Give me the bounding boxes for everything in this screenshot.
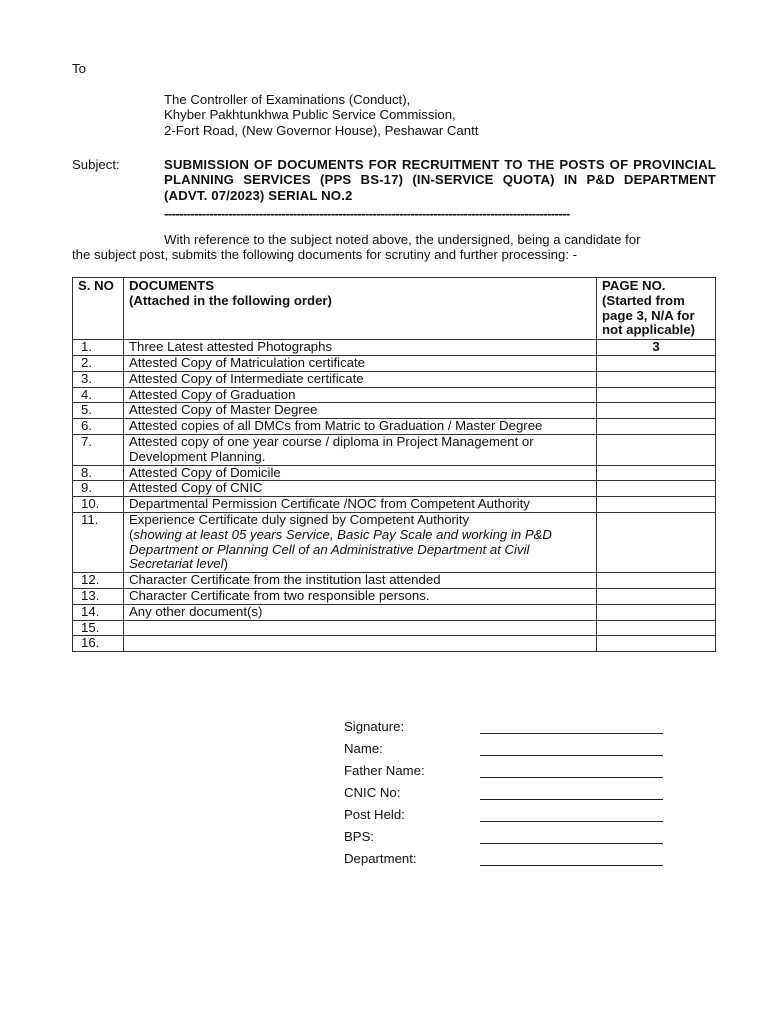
row-document: Attested Copy of CNIC [124,481,597,497]
row-page-field[interactable] [597,512,716,572]
row-number: 4. [73,387,124,403]
cnic-label: CNIC No: [344,785,401,800]
row-number: 3. [73,371,124,387]
table-row [73,465,716,481]
row-page-field[interactable] [597,419,716,435]
row-number: 10. [73,497,124,513]
header-documents-title: DOCUMENTS [129,278,214,293]
row-document[interactable] [124,636,597,652]
name-field[interactable] [480,741,663,756]
row-page-field[interactable] [597,620,716,636]
row-page-field[interactable] [597,387,716,403]
post-held-row [344,800,663,822]
signature-field[interactable] [480,719,663,734]
address-line: 2-Fort Road, (New Governor House), Peshawar Cantt [164,122,479,138]
bps-row [344,822,663,844]
bps-label: BPS: [344,829,375,844]
row-document: Attested Copy of Graduation [124,387,597,403]
row-document: Attested copies of all DMCs from Matric to Graduation / Master Degree [124,419,597,435]
table-row [73,512,716,572]
salutation: To [72,61,86,76]
row-number: 1. [73,340,124,356]
table-row [73,604,716,620]
table-row [73,434,716,465]
name-row [344,734,663,756]
row-document: Attested Copy of Master Degree [124,403,597,419]
row-page-field[interactable] [597,371,716,387]
table-row [73,588,716,604]
row-document: Any other document(s) [124,604,597,620]
header-page-line: (Started from [602,292,685,308]
row-document: Attested Copy of Intermediate certificate [124,371,597,387]
father-name-label: Father Name: [344,763,425,778]
header-documents-subtitle: (Attached in the following order) [129,292,332,308]
row-page-field[interactable] [597,588,716,604]
dashed-divider: ----------------------------------------------------------------------------------------------------------- [164,206,570,221]
row-document-text: Experience Certificate duly signed by Competent Authority [129,511,470,527]
address-line: Khyber Pakhtunkhwa Public Service Commission, [164,107,456,123]
row-number: 7. [73,434,124,465]
table-row [73,573,716,589]
signature-label: Signature: [344,719,405,734]
table-row [73,620,716,636]
row-document: Character Certificate from the institution last attended [124,573,597,589]
header-page-no [597,278,716,340]
department-label: Department: [344,851,417,866]
table-row [73,497,716,513]
header-page-line: PAGE NO. [602,278,666,293]
table-row [73,387,716,403]
reference-line: the subject post, submits the following documents for scrutiny and further processing: - [72,246,578,262]
row-number: 2. [73,355,124,371]
address-line: The Controller of Examinations (Conduct), [164,92,411,107]
documents-table [72,277,716,652]
table-header-row [73,278,716,340]
row-number: 6. [73,419,124,435]
table-row [73,419,716,435]
row-number: 8. [73,465,124,481]
header-page-line: page 3, N/A for [602,307,695,323]
table-row [73,636,716,652]
row-page-field[interactable] [597,403,716,419]
row-page-field[interactable] [597,573,716,589]
row-page-field[interactable] [597,434,716,465]
row-document: Attested Copy of Matriculation certificate [124,355,597,371]
signature-row [344,712,663,734]
header-documents [124,278,597,340]
post-held-field[interactable] [480,807,663,822]
row-document: Departmental Permission Certificate /NOC from Competent Authority [124,497,597,513]
row-number: 9. [73,481,124,497]
row-document-italic-note: showing at least 05 years Service, Basic Pay Scale and working in P&D Department or Planning Cell of an Administrative Department at Civil Secretariat level [129,526,552,572]
father-name-row [344,756,663,778]
row-document[interactable] [124,620,597,636]
row-number: 13. [73,588,124,604]
row-page-field[interactable] [597,604,716,620]
header-sno: S. NO [73,278,124,340]
row-document: Character Certificate from two responsible persons. [124,588,597,604]
name-label: Name: [344,741,383,756]
row-page-field[interactable] [597,481,716,497]
reference-paragraph [72,233,714,263]
row-number: 14. [73,604,124,620]
subject-label: Subject: [72,157,120,172]
row-document: Experience Certificate duly signed by Competent Authority (showing at least 05 years Service, Basic Pay Scale and working in P&D Department or Planning Cell of an Administrative Department at Civil Secretariat level) [124,512,597,572]
department-field[interactable] [480,851,663,866]
department-row [344,844,663,866]
table-row [73,340,716,356]
row-document: Three Latest attested Photographs [124,340,597,356]
reference-line: With reference to the subject noted above, the undersigned, being a candidate for [164,232,641,247]
row-document: Attested Copy of Domicile [124,465,597,481]
row-document: Attested copy of one year course / diploma in Project Management or Development Planning. [124,434,597,465]
cnic-row [344,778,663,800]
row-number: 5. [73,403,124,419]
row-page-field[interactable]: 3 [597,340,716,356]
post-held-label: Post Held: [344,807,405,822]
row-number: 12. [73,573,124,589]
cnic-field[interactable] [480,785,663,800]
subject-text: SUBMISSION OF DOCUMENTS FOR RECRUITMENT TO THE POSTS OF PROVINCIAL PLANNING SERVICES (PPS BS-17) (IN-SERVICE QUOTA) IN P&D DEPARTMENT (ADVT. 07/2023) SERIAL NO.2 [164,157,716,203]
row-page-field[interactable] [597,636,716,652]
row-page-field[interactable] [597,355,716,371]
table-row [73,355,716,371]
bps-field[interactable] [480,829,663,844]
row-number: 15. [73,620,124,636]
table-row [73,403,716,419]
table-row [73,481,716,497]
signature-block [344,712,663,866]
table-row [73,371,716,387]
father-name-field[interactable] [480,763,663,778]
row-number: 16. [73,636,124,652]
row-number: 11. [73,512,124,572]
row-page-field[interactable] [597,497,716,513]
recipient-address [164,92,478,138]
row-page-field[interactable] [597,465,716,481]
header-page-line: not applicable) [602,322,696,338]
